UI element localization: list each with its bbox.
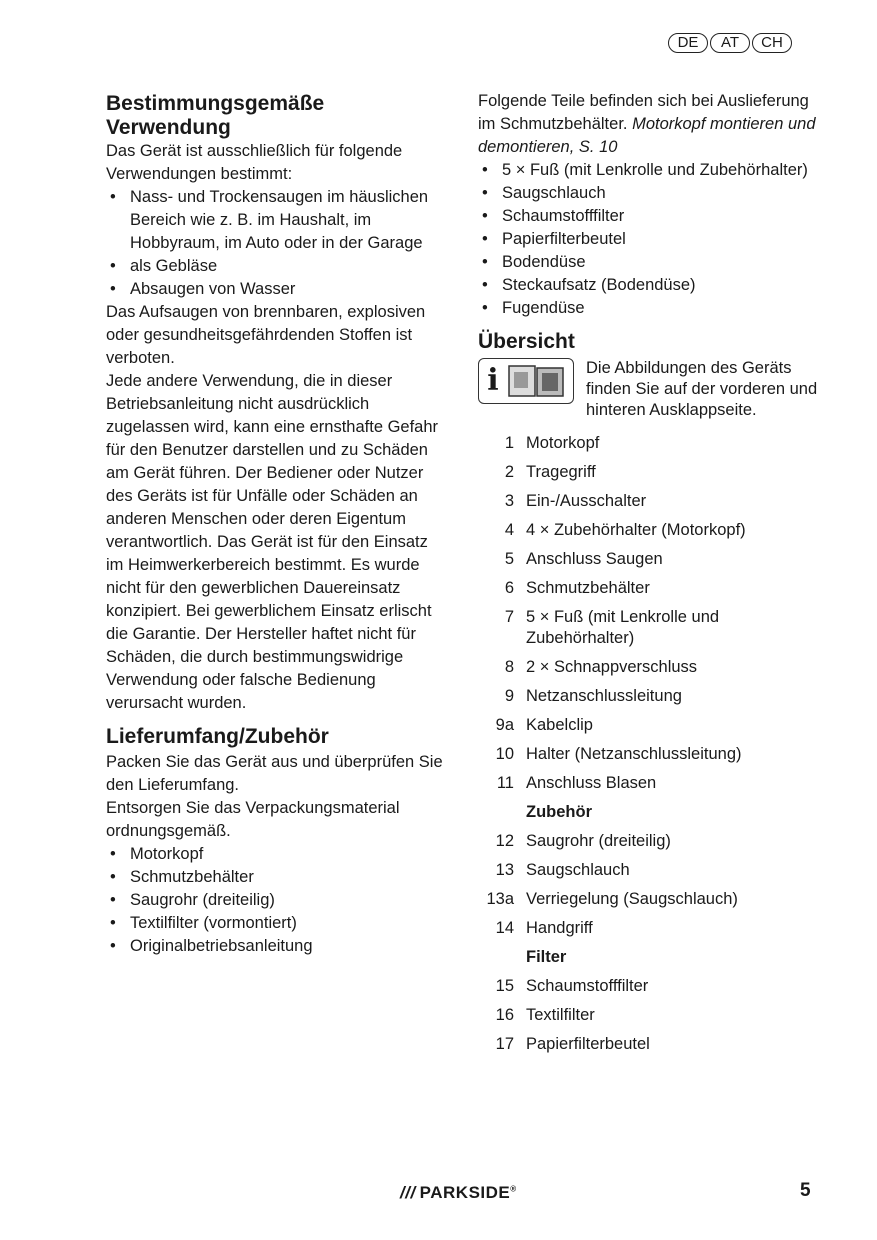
- list-item: • Papierfilterbeutel: [478, 228, 818, 251]
- intended-use-intro: Das Gerät ist ausschließlich für folgende Verwendungen bestimmt:: [106, 142, 403, 183]
- part-number: 12: [495, 832, 514, 850]
- list-item: • Textilfilter (vormontiert): [106, 912, 446, 935]
- list-item: • Saugrohr (dreiteilig): [106, 889, 446, 912]
- country-badge-de: DE: [668, 33, 708, 53]
- part-number: 3: [504, 492, 514, 510]
- part-number: 17: [495, 1035, 514, 1053]
- part-row: [478, 545, 818, 574]
- part-number: 9: [504, 687, 514, 705]
- page-number: 5: [800, 1180, 811, 1201]
- brand-name: PARKSIDE: [419, 1183, 511, 1202]
- part-label: 4 × Zubehörhalter (Motorkopf): [526, 521, 746, 539]
- list-item: • Originalbetriebsanleitung: [106, 935, 446, 958]
- part-label: Kabelclip: [526, 716, 593, 734]
- part-number: 10: [495, 745, 514, 763]
- delivery-intro: [478, 90, 818, 159]
- list-item: • 5 × Fuß (mit Lenkrolle und Zubehörhalter): [478, 159, 818, 182]
- part-number: 9a: [495, 716, 514, 734]
- part-label: 5 × Fuß (mit Lenkrolle und Zubehörhalter): [526, 608, 720, 647]
- warning-text: Jede andere Verwendung, die in dieser Betriebsanleitung nicht ausdrücklich zugelassen wird, kann eine ernsthafte Gefahr für den Benutzer darstellen und zu Schäden am Gerät führen. Der Bediener oder Nutzer des Geräts ist für Unfälle oder Schäden an anderen Menschen oder deren Eigentum verantwortlich. Das Gerät ist für den Einsatz im Heimwerkerbereich bestimmt. Es wurde nicht für den gewerblichen Dauereinsatz konzipiert. Bei gewerblichem Einsatz erlischt die Garantie. Der Hersteller haftet nicht für Schäden, die durch bestimmungswidrige Verwendung oder falsche Bedienung verursacht wurden.: [106, 372, 439, 712]
- list-item: • Fugendüse: [478, 297, 818, 320]
- list-item: • Motorkopf: [106, 843, 446, 866]
- info-note: [478, 358, 818, 421]
- part-row: [478, 682, 818, 711]
- info-text: Die Abbildungen des Geräts finden Sie auf der vorderen und hinteren Ausklappseite.: [586, 359, 818, 419]
- part-label: Schmutzbehälter: [526, 579, 650, 597]
- part-row: [478, 769, 818, 798]
- part-label: Textilfilter: [526, 1006, 595, 1024]
- part-row: [478, 1001, 818, 1030]
- part-number: 15: [495, 977, 514, 995]
- delivery-list: [106, 843, 446, 958]
- right-column: [478, 90, 818, 1059]
- part-number: 4: [504, 521, 514, 539]
- part-label: Saugschlauch: [526, 861, 630, 879]
- list-item: • als Gebläse: [106, 255, 446, 278]
- part-row: [478, 429, 818, 458]
- part-number: 11: [496, 774, 514, 792]
- part-row: [478, 653, 818, 682]
- forbidden-text: Das Aufsaugen von brennbaren, explosiven oder gesundheitsgefährdenden Stoffen ist verboten.: [106, 303, 426, 367]
- part-label: Anschluss Saugen: [526, 550, 663, 568]
- unpack-text: Packen Sie das Gerät aus und überprüfen Sie den Lieferumfang.: [106, 753, 443, 794]
- country-badge-ch: CH: [752, 33, 792, 53]
- part-number: 2: [504, 463, 514, 481]
- part-label: Anschluss Blasen: [526, 774, 657, 792]
- list-item: • Steckaufsatz (Bodendüse): [478, 274, 818, 297]
- left-column: [106, 90, 446, 958]
- part-number: 8: [504, 658, 514, 676]
- list-item: • Nass- und Trockensaugen im häuslichen Bereich wie z. B. im Haushalt, im Hobbyraum, im Auto oder in der Garage: [106, 186, 446, 255]
- part-number: 16: [495, 1006, 514, 1024]
- section-title-overview: Übersicht: [478, 330, 575, 353]
- part-row: [478, 603, 818, 653]
- country-badge-at: AT: [710, 33, 750, 53]
- part-label: 2 × Schnappverschluss: [526, 658, 698, 676]
- foldout-book-icon: [507, 364, 565, 398]
- part-row: [478, 711, 818, 740]
- intended-use-list: [106, 186, 446, 301]
- list-item: • Absaugen von Wasser: [106, 278, 446, 301]
- part-number: 14: [495, 919, 514, 937]
- part-label: Halter (Netzanschlussleitung): [526, 745, 742, 763]
- part-number: 1: [504, 434, 514, 452]
- list-item: • Schaumstofffilter: [478, 205, 818, 228]
- delivery-note: Motorkopf montieren und demontieren, S. 10: [478, 115, 816, 156]
- part-row: [478, 574, 818, 603]
- part-label: Motorkopf: [526, 434, 600, 452]
- section-title-intended-use: Bestimmungsgemäße Verwendung: [106, 92, 325, 139]
- part-label: Schaumstofffilter: [526, 977, 649, 995]
- part-row: [478, 856, 818, 885]
- info-icon: [478, 358, 574, 404]
- part-row: [478, 516, 818, 545]
- part-row: [478, 1030, 818, 1059]
- part-number: 5: [504, 550, 514, 568]
- part-number: 7: [504, 608, 514, 626]
- part-number: 13: [495, 861, 514, 879]
- part-label: Ein-/Ausschalter: [526, 492, 647, 510]
- list-item: • Schmutzbehälter: [106, 866, 446, 889]
- part-label: Tragegriff: [526, 463, 596, 481]
- part-row: [478, 740, 818, 769]
- part-row: [478, 972, 818, 1001]
- part-number: 6: [504, 579, 514, 597]
- list-item: • Saugschlauch: [478, 182, 818, 205]
- list-item: • Bodendüse: [478, 251, 818, 274]
- delivery-bag-list: [478, 159, 818, 320]
- part-row: [478, 458, 818, 487]
- part-row: [478, 914, 818, 943]
- info-letter: i: [487, 363, 499, 398]
- filter-heading: Filter: [526, 948, 567, 966]
- section-title-scope-of-delivery: Lieferumfang/Zubehör: [106, 725, 329, 748]
- part-row: [478, 487, 818, 516]
- part-row: [478, 885, 818, 914]
- brand-logo: /// PARKSIDE®: [400, 1183, 517, 1202]
- accessories-heading: Zubehör: [526, 803, 592, 821]
- logo-stripes-icon: ///: [400, 1183, 416, 1202]
- part-label: Papierfilterbeutel: [526, 1035, 650, 1053]
- part-label: Netzanschlussleitung: [526, 687, 682, 705]
- part-row: [478, 827, 818, 856]
- dispose-text: Entsorgen Sie das Verpackungsmaterial ordnungsgemäß.: [106, 799, 400, 840]
- part-number: 13a: [486, 890, 514, 908]
- part-label: Saugrohr (dreiteilig): [526, 832, 671, 850]
- parts-list: [478, 429, 818, 1059]
- country-badges: [668, 33, 792, 53]
- delivery-intro-text: Folgende Teile befinden sich bei Auslieferung im Schmutzbehälter.: [478, 92, 809, 133]
- part-label: Verriegelung (Saugschlauch): [526, 890, 738, 908]
- part-label: Handgriff: [526, 919, 593, 937]
